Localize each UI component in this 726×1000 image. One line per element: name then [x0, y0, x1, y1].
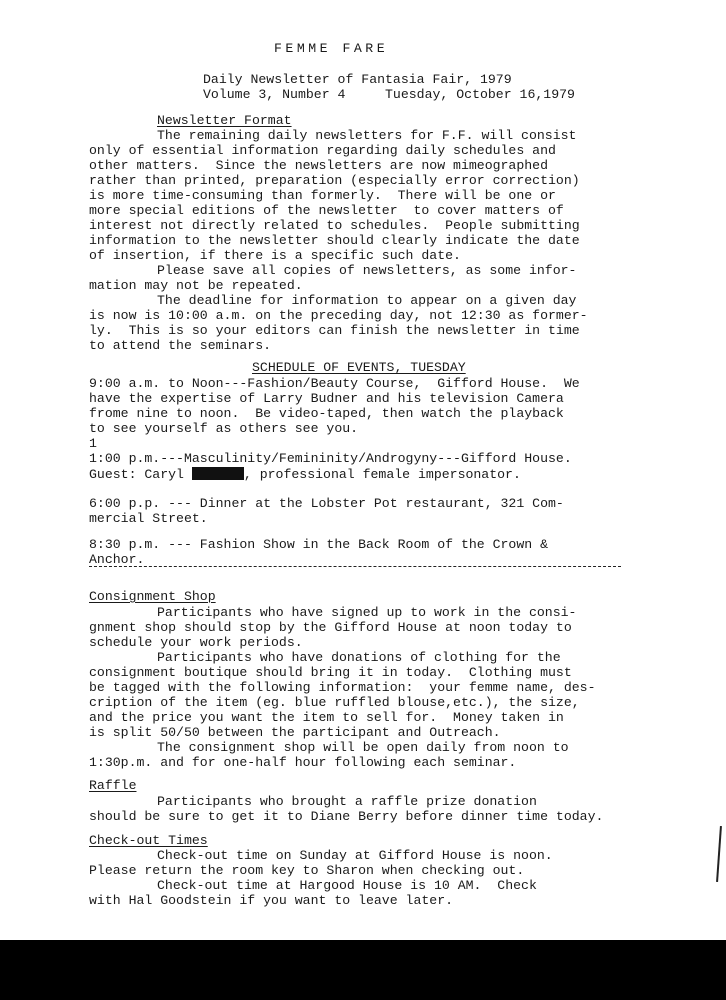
paragraph-line: 1:30p.m. and for one-half hour following each seminar. — [89, 755, 517, 770]
section-heading-raffle: Raffle — [89, 778, 137, 793]
newsletter-subtitle: Daily Newsletter of Fantasia Fair, 1979 — [203, 72, 512, 87]
schedule-line: mercial Street. — [89, 511, 208, 526]
paragraph-line: be tagged with the following information: your femme name, des- — [89, 680, 596, 695]
paragraph-line: ly. This is so your editors can finish the newsletter in time — [89, 323, 580, 338]
paragraph-line: Participants who have signed up to work in the consi- — [157, 605, 577, 620]
paragraph-line: is now is 10:00 a.m. on the preceding day, not 12:30 as former- — [89, 308, 588, 323]
guest-description: , professional female impersonator. — [243, 467, 521, 482]
issue-line: Volume 3, Number 4 Tuesday, October 16,1979 — [203, 87, 575, 102]
paragraph-line: schedule your work periods. — [89, 635, 303, 650]
scan-bottom-border — [0, 940, 726, 1000]
schedule-line: frome nine to noon. Be video-taped, then watch the playback — [89, 406, 564, 421]
paragraph-line: should be sure to get it to Diane Berry before dinner time today. — [89, 809, 604, 824]
section-heading-checkout: Check-out Times — [89, 833, 208, 848]
schedule-line: Anchor. — [89, 552, 145, 567]
paragraph-line: The remaining daily newsletters for F.F. will consist — [157, 128, 577, 143]
paragraph-line: mation may not be repeated. — [89, 278, 303, 293]
paragraph-line: Please save all copies of newsletters, as some infor- — [157, 263, 577, 278]
paragraph-line: The deadline for information to appear on a given day — [157, 293, 577, 308]
paragraph-line: interest not directly related to schedules. People submitting — [89, 218, 580, 233]
paragraph-line: cription of the item (eg. blue ruffled blouse,etc.), the size, — [89, 695, 580, 710]
paragraph-line: other matters. Since the newsletters are now mimeographed — [89, 158, 548, 173]
schedule-line: have the expertise of Larry Budner and his television Camera — [89, 391, 564, 406]
paragraph-line: is split 50/50 between the participant and Outreach. — [89, 725, 501, 740]
schedule-line: 6:00 p.p. --- Dinner at the Lobster Pot restaurant, 321 Com- — [89, 496, 564, 511]
section-heading-consignment: Consignment Shop — [89, 589, 216, 604]
schedule-line-guest — [89, 467, 521, 482]
paragraph-line: gnment shop should stop by the Gifford House at noon today to — [89, 620, 572, 635]
paragraph-line: rather than printed, preparation (especially error correction) — [89, 173, 580, 188]
paragraph-line: consignment boutique should bring it in today. Clothing must — [89, 665, 572, 680]
paragraph-line: to attend the seminars. — [89, 338, 272, 353]
paragraph-line: Please return the room key to Sharon when checking out. — [89, 863, 525, 878]
paragraph-line: Participants who brought a raffle prize donation — [157, 794, 537, 809]
schedule-line: 1 — [89, 436, 97, 451]
paragraph-line: information to the newsletter should clearly indicate the date — [89, 233, 580, 248]
paragraph-line: Check-out time on Sunday at Gifford House is noon. — [157, 848, 553, 863]
paragraph-line: more special editions of the newsletter to cover matters of — [89, 203, 564, 218]
paragraph-line: Check-out time at Hargood House is 10 AM. Check — [157, 878, 537, 893]
paragraph-line: only of essential information regarding daily schedules and — [89, 143, 556, 158]
paragraph-line: Participants who have donations of clothing for the — [157, 650, 561, 665]
redaction-bar — [192, 467, 244, 480]
paragraph-line: with Hal Goodstein if you want to leave later. — [89, 893, 454, 908]
guest-label: Guest: Caryl — [89, 467, 184, 482]
schedule-line: 1:00 p.m.---Masculinity/Femininity/Androgyny---Gifford House. — [89, 451, 572, 466]
schedule-line: 8:30 p.m. --- Fashion Show in the Back Room of the Crown & — [89, 537, 548, 552]
paragraph-line: and the price you want the item to sell for. Money taken in — [89, 710, 564, 725]
section-heading-newsletter-format: Newsletter Format — [157, 113, 292, 128]
dashed-divider — [89, 566, 621, 567]
paragraph-line: The consignment shop will be open daily from noon to — [157, 740, 569, 755]
paragraph-line: of insertion, if there is a specific such date. — [89, 248, 461, 263]
schedule-line: 9:00 a.m. to Noon---Fashion/Beauty Course, Gifford House. We — [89, 376, 580, 391]
section-heading-schedule: SCHEDULE OF EVENTS, TUESDAY — [252, 360, 466, 375]
paragraph-line: is more time-consuming than formerly. There will be one or — [89, 188, 556, 203]
margin-pen-mark — [716, 826, 721, 882]
newsletter-title: FEMME FARE — [274, 41, 389, 56]
schedule-line: to see yourself as others see you. — [89, 421, 359, 436]
